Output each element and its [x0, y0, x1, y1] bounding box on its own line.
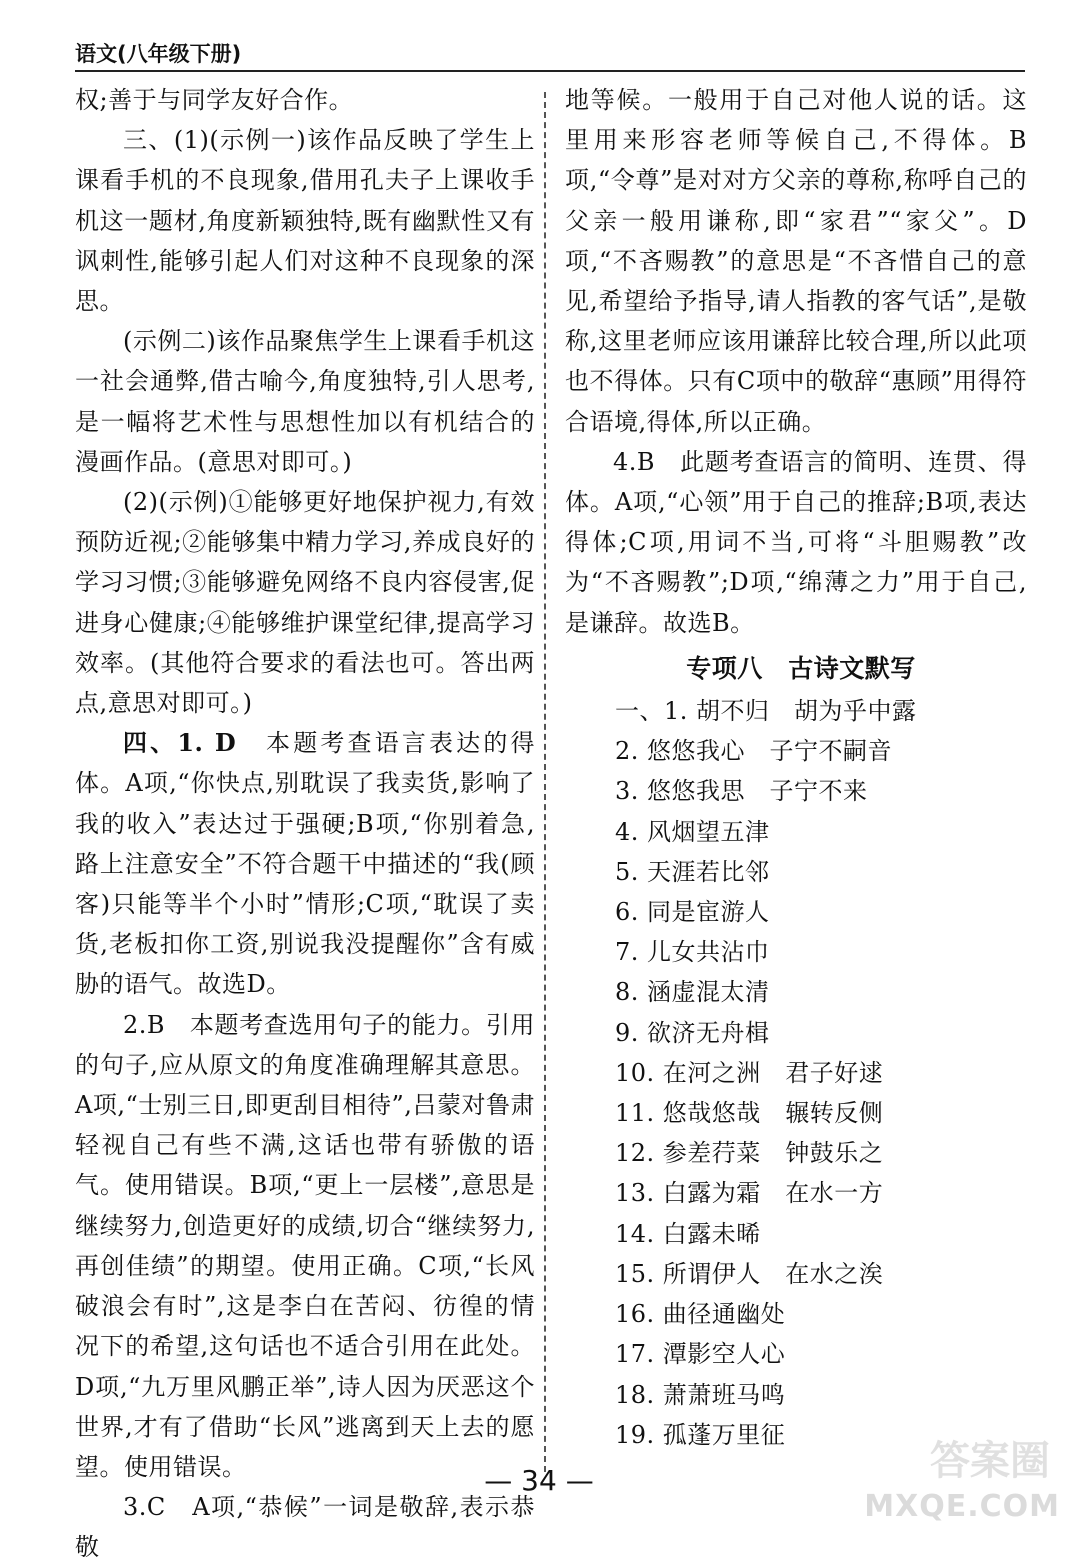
list-item: 11. 悠哉悠哉 辗转反侧: [615, 1099, 884, 1128]
column-divider: [544, 92, 546, 1472]
left-column: [75, 80, 535, 1568]
list-item: 9. 欲济无舟楫: [615, 1018, 770, 1047]
watermark-top-text: 答案圈: [930, 1438, 1050, 1484]
paragraph: (2)(示例)①能够更好地保护视力,有效预防近视;②能够集中精力学习,养成良好的学习习惯;③能够避免网络不良内容侵害,促进身心健康;④能够维护课堂纪律,提高学习效率。(其他符合要求的看法也可。答出两点,意思对即可。): [75, 488, 535, 718]
list-item: 17. 潭影空人心: [615, 1340, 786, 1369]
section-title: 专项八 古诗文默写: [686, 653, 916, 683]
paragraph: (示例二)该作品聚焦学生上课看手机这一社会通弊,借古喻今,角度独特,引人思考,是一幅将艺术性与思想性加以有机结合的漫画作品。(意思对即可。): [75, 327, 535, 476]
paragraph: 三、(1)(示例一)该作品反映了学生上课看手机的不良现象,借用孔夫子上课收手机这一题材,角度新颖独特,既有幽默性又有讽刺性,能够引起人们对这种不良现象的深思。: [75, 126, 535, 316]
list-item: 12. 参差荇菜 钟鼓乐之: [615, 1139, 884, 1168]
right-column: [565, 80, 1027, 1455]
list-item: 7. 儿女共沾巾: [615, 938, 770, 967]
list-item: 2. 悠悠我心 子宁不嗣音: [615, 737, 893, 766]
list-item: 19. 孤蓬万里征: [615, 1420, 786, 1449]
paragraph: [75, 723, 535, 1004]
list-item: 18. 萧萧班马鸣: [615, 1380, 786, 1409]
paragraph-text: 本题考查语言表达的得体。A项,“你快点,别耽误了我卖货,影响了我的收入”表达过于强硬;B项,“你别着急,路上注意安全”不符合题干中描述的“我(顾客)只能等半个小时”情形;C项,“耽误了卖货,老板扣你工资,别说我没提醒你”含有威胁的语气。故选D。: [75, 729, 536, 999]
watermark-url: MXQE.COM: [864, 1489, 1060, 1524]
page-number: — 34 —: [484, 1464, 594, 1497]
paragraph: 3.C A项,“恭候”一词是敬辞,表示恭敬: [75, 1493, 535, 1562]
list-item: 15. 所谓伊人 在水之涘: [615, 1259, 884, 1288]
list-item: 一、1. 胡不归 胡为乎中露: [615, 697, 917, 726]
paragraph: 4.B 此题考查语言的简明、连贯、得体。A项,“心领”用于自己的推辞;B项,表达得体;C项,用词不当,可将“斗胆赐教”改为“不吝赐教”;D项,“绵薄之力”用于自己,是谦辞。故选B。: [565, 447, 1027, 637]
page-header: [75, 30, 1025, 72]
list-item: 4. 风烟望五津: [615, 817, 770, 846]
list-item: 8. 涵虚混太清: [615, 978, 770, 1007]
paragraph: 2.B 本题考查选用句子的能力。引用的句子,应从原文的角度准确理解其意思。A项,“士别三日,即更刮目相待”,吕蒙对鲁肃轻视自己有些不满,这话也带有骄傲的语气。使用错误。B项,“更上一层楼”,意思是继续努力,创造更好的成绩,切合“继续努力,再创佳绩”的期望。使用正确。C项,“长风破浪会有时”,这是李白在苦闷、彷徨的情况下的希望,这句话也不适合引用在此处。D项,“九万里风鹏正举”,诗人因为厌恶这个世界,才有了借助“长风”逃离到天上去的愿望。使用错误。: [75, 1010, 535, 1481]
question-number: 四、1. D: [123, 728, 267, 758]
paragraph: 地等候。一般用于自己对他人说的话。这里用来形容老师等候自己,不得体。B项,“令尊”是对对方父亲的尊称,称呼自己的父亲一般用谦称,即“家君”“家父”。D项,“不吝赐教”的意思是“不吝惜自己的意见,希望给予指导,请人指教的客气话”,是敬称,这里老师应该用谦辞比较合理,所以此项也不得体。只有C项中的敬辞“惠顾”用得符合语境,得体,所以正确。: [565, 86, 1027, 436]
list-item: 6. 同是宦游人: [615, 898, 770, 927]
paragraph: 权;善于与同学友好合作。: [75, 86, 354, 114]
header-title: 语文(八年级下册): [75, 42, 242, 66]
list-item: 3. 悠悠我思 子宁不来: [615, 777, 868, 806]
list-item: 13. 白露为霜 在水一方: [615, 1179, 884, 1208]
list-item: 5. 天涯若比邻: [615, 857, 770, 886]
watermark-logo: [864, 1438, 1070, 1530]
recitation-list: [565, 691, 1027, 1455]
list-item: 10. 在河之洲 君子好逑: [615, 1058, 884, 1087]
list-item: 16. 曲径通幽处: [615, 1300, 786, 1329]
list-item: 14. 白露未晞: [615, 1219, 761, 1248]
